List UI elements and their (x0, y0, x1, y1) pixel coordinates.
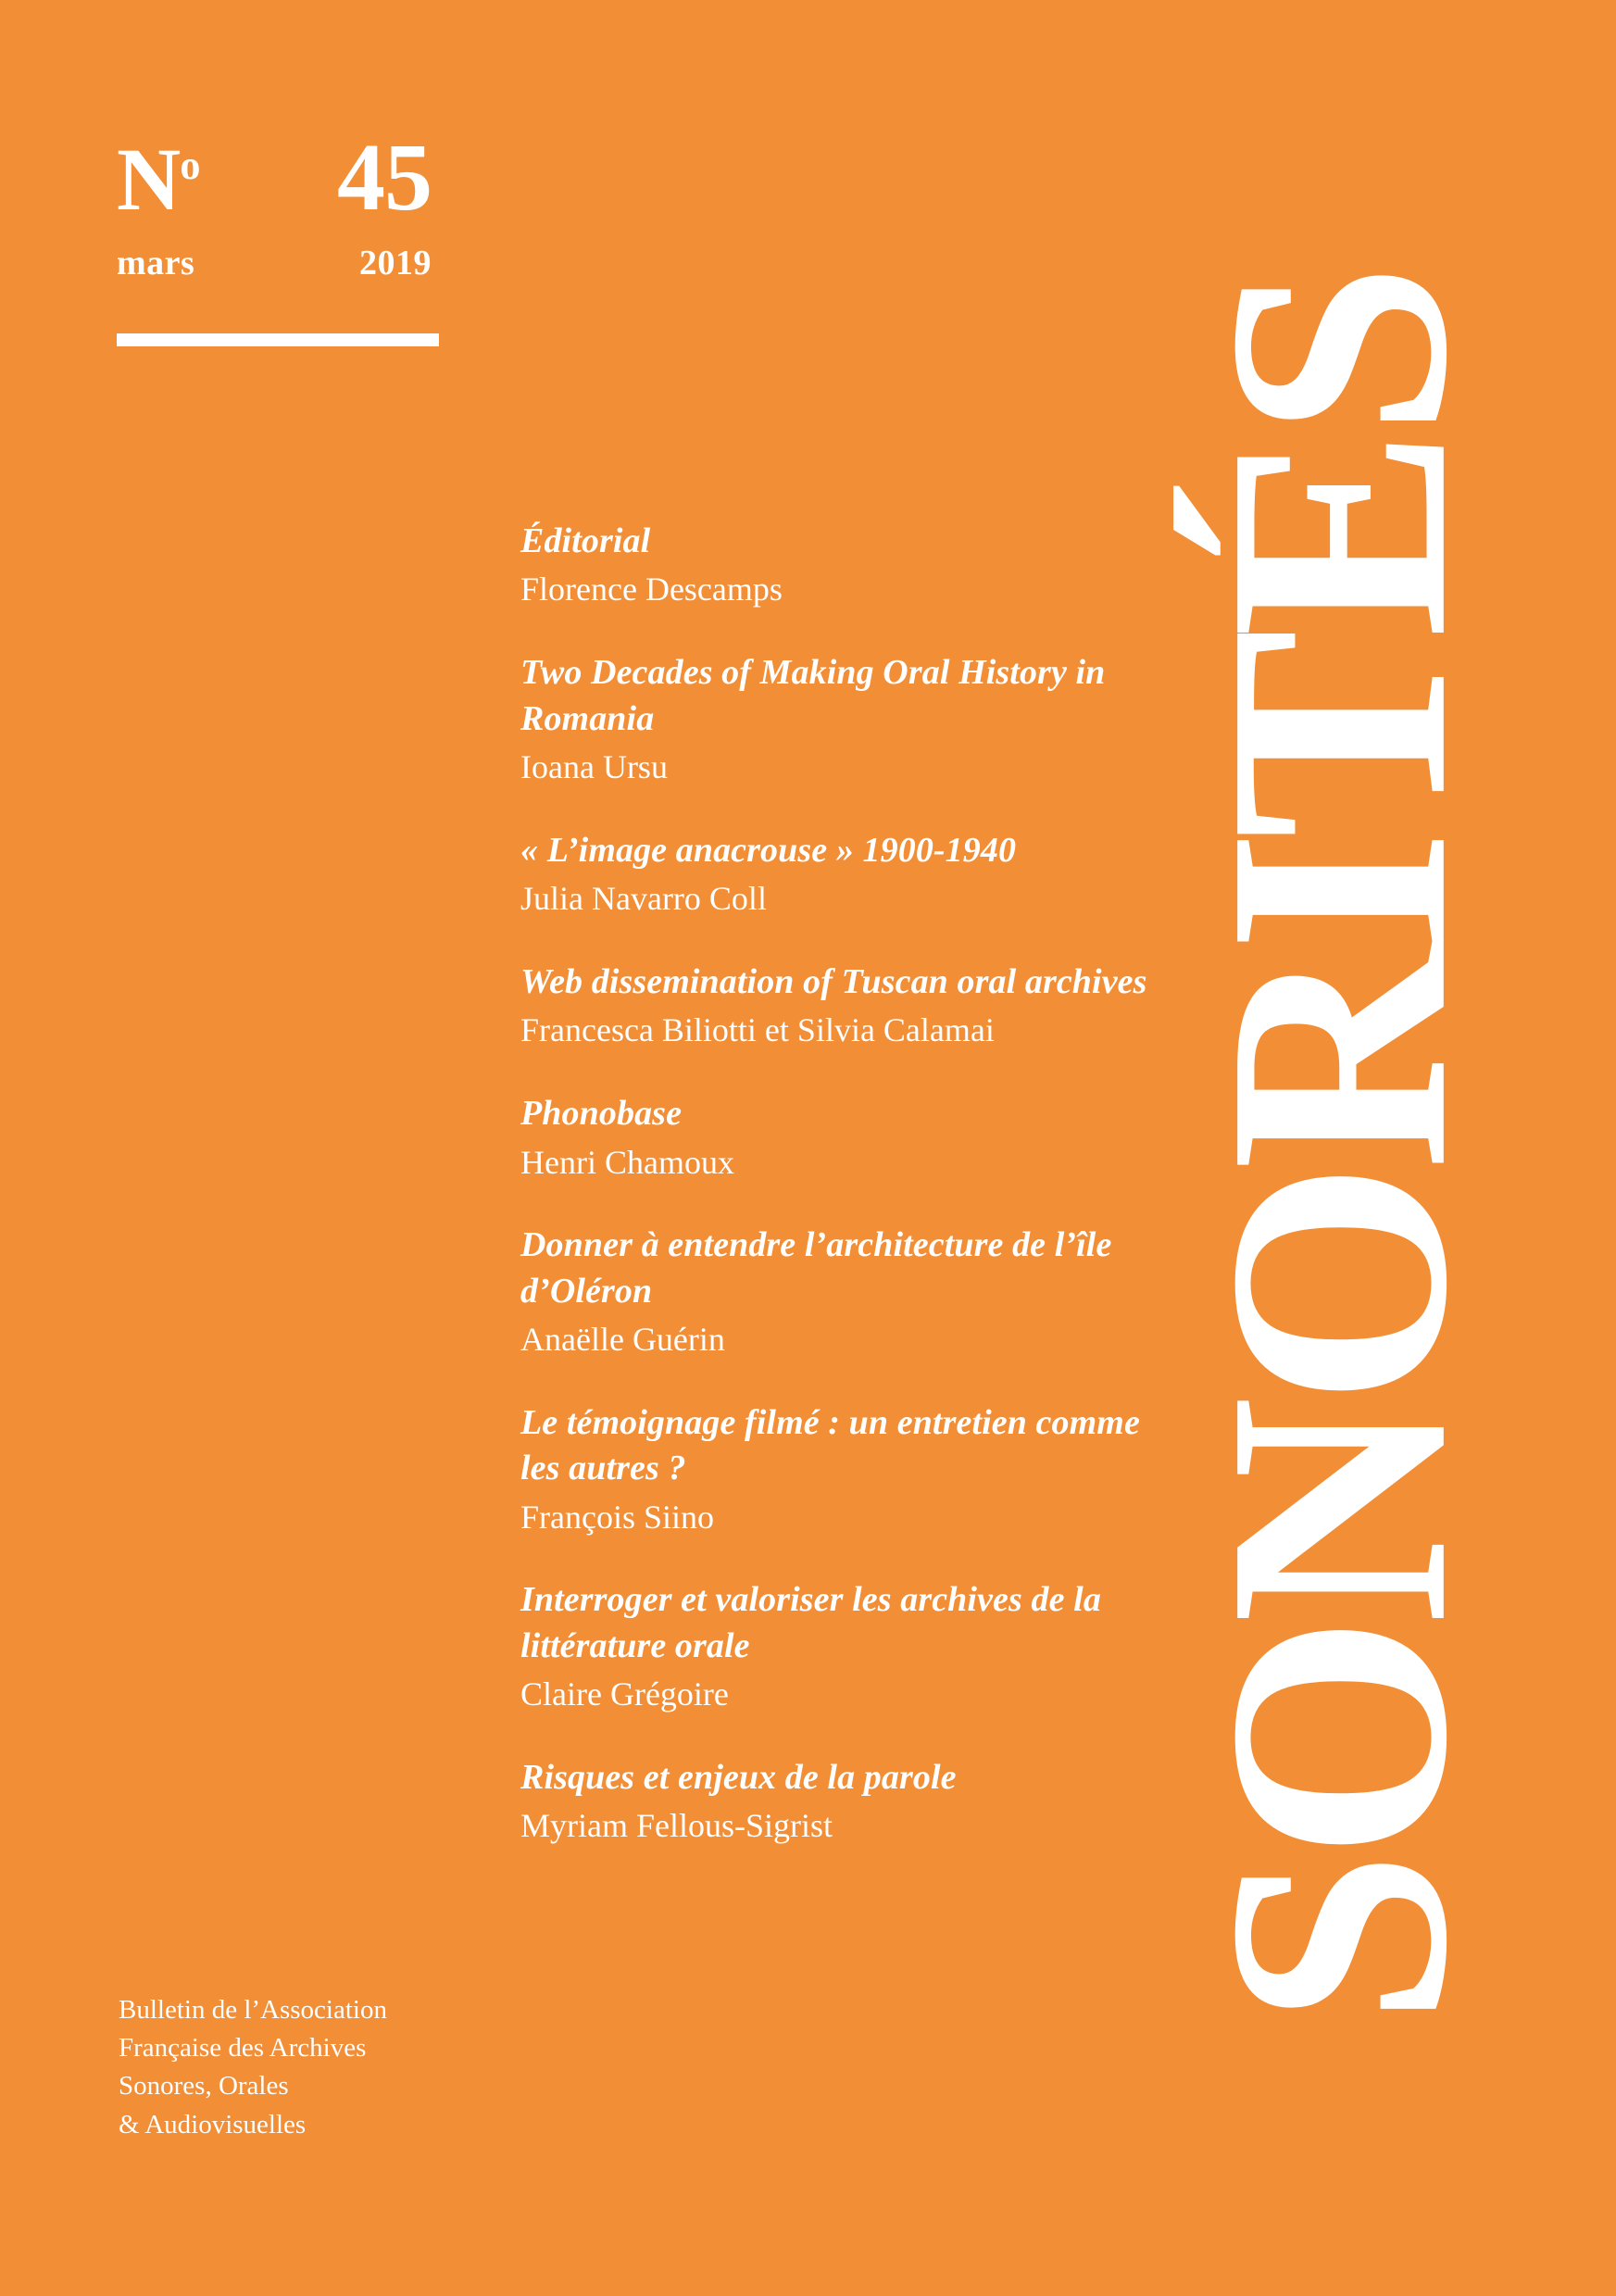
toc-entry (520, 1223, 1159, 1361)
magazine-title-container (1162, 0, 1514, 2296)
toc-entry-title: Interroger et valoriser les archives de la littérature orale (520, 1580, 1101, 1665)
toc-entry-title: « L’image anacrouse » 1900-1940 (520, 830, 1017, 870)
table-of-contents (520, 519, 1159, 1848)
issue-year: 2019 (359, 244, 432, 282)
issue-line (117, 124, 432, 231)
toc-entry (520, 1091, 1159, 1184)
toc-entry (520, 1577, 1159, 1716)
toc-entry-author: Henri Chamoux (520, 1143, 734, 1181)
magazine-title: SONORITÉS (1162, 270, 1512, 2026)
association-line-2: Française des Archives (119, 2033, 367, 2064)
issue-prefix-ordinal: o (180, 143, 200, 188)
toc-entry-author: François Siino (520, 1498, 715, 1536)
association-block (119, 1991, 387, 2144)
issue-number: 45 (337, 124, 432, 231)
issue-month: mars (117, 244, 195, 282)
association-line-1: Bulletin de l’Association (119, 1995, 387, 2025)
toc-entry (520, 1755, 1159, 1848)
masthead (117, 124, 441, 346)
toc-entry-title: Phonobase (520, 1094, 683, 1134)
toc-entry-title: Risques et enjeux de la parole (520, 1758, 957, 1798)
association-line-3: Sonores, Orales (119, 2071, 289, 2102)
toc-entry-title: Éditorial (520, 521, 651, 560)
toc-entry-author: Anaëlle Guérin (520, 1321, 725, 1359)
masthead-rule (117, 333, 439, 346)
toc-entry (520, 519, 1159, 611)
toc-entry-title: Two Decades of Making Oral History in Romania (520, 653, 1106, 738)
toc-entry-author: Claire Grégoire (520, 1675, 729, 1713)
toc-entry-author: Julia Navarro Coll (520, 880, 767, 918)
toc-entry-author: Francesca Biliotti et Silvia Calamai (520, 1011, 995, 1049)
toc-entry-author: Myriam Fellous-Sigrist (520, 1807, 833, 1845)
issue-prefix (117, 130, 200, 229)
toc-entry (520, 650, 1159, 789)
toc-entry-author: Ioana Ursu (520, 747, 668, 785)
toc-entry (520, 828, 1159, 921)
association-line-4: & Audiovisuelles (119, 2109, 307, 2139)
toc-entry-title: Le témoignage filmé : un entretien comme les autres ? (520, 1402, 1140, 1488)
toc-entry-title: Web dissemination of Tuscan oral archives (520, 961, 1147, 1001)
toc-entry (520, 1400, 1159, 1539)
issue-prefix-letter: N (117, 130, 181, 229)
date-line (117, 243, 432, 283)
toc-entry (520, 960, 1159, 1052)
toc-entry-title: Donner à entendre l’architecture de l’île d’Oléron (520, 1225, 1112, 1311)
toc-entry-author: Florence Descamps (520, 571, 783, 609)
